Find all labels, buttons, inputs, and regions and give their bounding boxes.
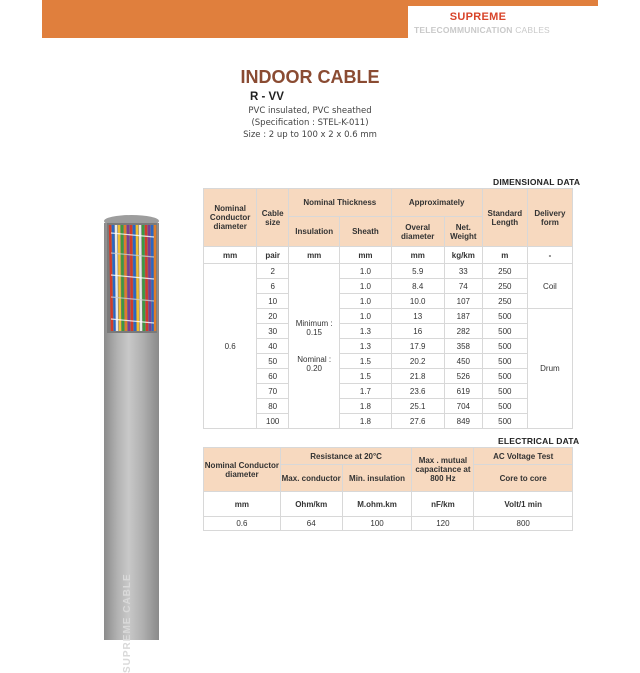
diameter-cell: 13 xyxy=(391,309,444,324)
diameter-cell: 21.8 xyxy=(391,369,444,384)
brand-tagline xyxy=(414,25,550,35)
weight-cell: 450 xyxy=(444,354,482,369)
length-cell: 250 xyxy=(482,279,527,294)
sheath-cell: 1.8 xyxy=(340,414,391,429)
sheath-cell: 1.0 xyxy=(340,279,391,294)
unit-cell: - xyxy=(527,247,572,264)
dimensional-data-table xyxy=(203,188,573,429)
header-ac-voltage-test: AC Voltage Test xyxy=(474,448,573,465)
diameter-cell: 5.9 xyxy=(391,264,444,279)
unit-cell: mm xyxy=(204,247,257,264)
table-row xyxy=(204,294,573,309)
length-cell: 500 xyxy=(482,339,527,354)
units-row xyxy=(204,492,573,517)
weight-cell: 704 xyxy=(444,399,482,414)
unit-cell: kg/km xyxy=(444,247,482,264)
cable-size-cell: 10 xyxy=(257,294,289,309)
units-row xyxy=(204,247,573,264)
cable-illustration xyxy=(92,223,172,673)
header-delivery-form: Delivery form xyxy=(527,189,572,247)
sheath-cell: 1.3 xyxy=(340,339,391,354)
table-row xyxy=(204,324,573,339)
unit-cell: mm xyxy=(391,247,444,264)
length-cell: 500 xyxy=(482,309,527,324)
dimensional-data-label: DIMENSIONAL DATA xyxy=(493,177,581,187)
cable-size-cell: 70 xyxy=(257,384,289,399)
diameter-cell: 8.4 xyxy=(391,279,444,294)
weight-cell: 187 xyxy=(444,309,482,324)
unit-cell: mm xyxy=(204,492,281,517)
brand-logo xyxy=(408,6,598,38)
conductor-diameter-cell: 0.6 xyxy=(204,264,257,429)
page-title: INDOOR CABLE xyxy=(240,67,380,87)
header-sheath: Sheath xyxy=(340,217,391,247)
header-core-to-core: Core to core xyxy=(474,465,573,492)
brand-name: SUPREME xyxy=(449,11,507,23)
cable-size-cell: 30 xyxy=(257,324,289,339)
diameter-cell: 16 xyxy=(391,324,444,339)
length-cell: 500 xyxy=(482,399,527,414)
weight-cell: 526 xyxy=(444,369,482,384)
diameter-cell: 20.2 xyxy=(391,354,444,369)
cable-size-cell: 40 xyxy=(257,339,289,354)
weight-cell: 358 xyxy=(444,339,482,354)
sheath-cell: 1.0 xyxy=(340,309,391,324)
header-nominal-thickness: Nominal Thickness xyxy=(289,189,392,217)
insulation-cell xyxy=(289,264,340,429)
weight-cell: 849 xyxy=(444,414,482,429)
table-row xyxy=(204,414,573,429)
weight-cell: 74 xyxy=(444,279,482,294)
unit-cell: mm xyxy=(340,247,391,264)
header-cable-size: Cable size xyxy=(257,189,289,247)
sheath-cell: 1.5 xyxy=(340,354,391,369)
sheath-cell: 1.0 xyxy=(340,294,391,309)
cable-size-cell: 50 xyxy=(257,354,289,369)
header-standard-length: Standard Length xyxy=(482,189,527,247)
length-cell: 250 xyxy=(482,294,527,309)
electrical-data-label: ELECTRICAL DATA xyxy=(498,436,580,446)
cable-size-cell: 80 xyxy=(257,399,289,414)
table-row xyxy=(204,264,573,279)
diameter-cell: 10.0 xyxy=(391,294,444,309)
value-cell: 800 xyxy=(474,517,573,531)
delivery-coil-cell: Coil xyxy=(527,264,572,309)
header-insulation: Insulation xyxy=(289,217,340,247)
value-cell: 100 xyxy=(342,517,412,531)
insulation-nom-value: 0.20 xyxy=(306,364,322,373)
table-row xyxy=(204,384,573,399)
brand-tagline-bold: TELECOMMUNICATION xyxy=(414,25,513,35)
value-cell: 120 xyxy=(412,517,474,531)
unit-cell: pair xyxy=(257,247,289,264)
subtitle-specification: (Specification : STEL-K-011) xyxy=(251,118,369,128)
sheath-cell: 1.7 xyxy=(340,384,391,399)
diameter-cell: 25.1 xyxy=(391,399,444,414)
cable-size-cell: 60 xyxy=(257,369,289,384)
weight-cell: 282 xyxy=(444,324,482,339)
table-row xyxy=(204,354,573,369)
length-cell: 250 xyxy=(482,264,527,279)
unit-cell: Volt/1 min xyxy=(474,492,573,517)
unit-cell: nF/km xyxy=(412,492,474,517)
cable-size-cell: 6 xyxy=(257,279,289,294)
header-overal-diameter: Overal diameter xyxy=(391,217,444,247)
unit-cell: mm xyxy=(289,247,340,264)
cable-print-text: SUPREME CABLE xyxy=(122,573,133,673)
subtitle-construction: PVC insulated, PVC sheathed xyxy=(248,106,372,116)
cable-model: R - VV xyxy=(250,91,284,103)
header-nominal-conductor: Nominal Conductor diameter xyxy=(204,448,281,492)
sheath-cell: 1.8 xyxy=(340,399,391,414)
header-approximately: Approximately xyxy=(391,189,482,217)
header-max-conductor: Max. conductor xyxy=(280,465,342,492)
unit-cell: M.ohm.km xyxy=(342,492,412,517)
length-cell: 500 xyxy=(482,369,527,384)
header-resistance: Resistance at 20°C xyxy=(280,448,412,465)
unit-cell: m xyxy=(482,247,527,264)
subtitle-size: Size : 2 up to 100 x 2 x 0.6 mm xyxy=(243,130,377,140)
table-row xyxy=(204,399,573,414)
weight-cell: 33 xyxy=(444,264,482,279)
cable-size-cell: 2 xyxy=(257,264,289,279)
unit-cell: Ohm/km xyxy=(280,492,342,517)
cable-wires-icon xyxy=(102,223,162,343)
table-row xyxy=(204,369,573,384)
value-cell: 0.6 xyxy=(204,517,281,531)
diameter-cell: 17.9 xyxy=(391,339,444,354)
sheath-cell: 1.0 xyxy=(340,264,391,279)
diameter-cell: 27.6 xyxy=(391,414,444,429)
length-cell: 500 xyxy=(482,354,527,369)
cable-size-cell: 20 xyxy=(257,309,289,324)
table-row xyxy=(204,309,573,324)
sheath-cell: 1.3 xyxy=(340,324,391,339)
header-nominal-conductor: Nominal Conductor diameter xyxy=(204,189,257,247)
electrical-data-table xyxy=(203,447,573,531)
length-cell: 500 xyxy=(482,324,527,339)
weight-cell: 107 xyxy=(444,294,482,309)
insulation-min-label: Minimum : xyxy=(295,319,333,328)
length-cell: 500 xyxy=(482,414,527,429)
sheath-cell: 1.5 xyxy=(340,369,391,384)
table-row xyxy=(204,279,573,294)
length-cell: 500 xyxy=(482,384,527,399)
diameter-cell: 23.6 xyxy=(391,384,444,399)
brand-tagline-light: CABLES xyxy=(515,25,550,35)
value-cell: 64 xyxy=(280,517,342,531)
delivery-drum-cell: Drum xyxy=(527,309,572,429)
table-row xyxy=(204,517,573,531)
header-min-insulation: Min. insulation xyxy=(342,465,412,492)
cable-size-cell: 100 xyxy=(257,414,289,429)
weight-cell: 619 xyxy=(444,384,482,399)
table-row xyxy=(204,339,573,354)
header-net-weight: Net. Weight xyxy=(444,217,482,247)
insulation-min-value: 0.15 xyxy=(306,328,322,337)
insulation-nom-label: Nominal : xyxy=(297,355,332,364)
header-max-mutual-capacitance: Max . mutual capacitance at 800 Hz xyxy=(412,448,474,492)
